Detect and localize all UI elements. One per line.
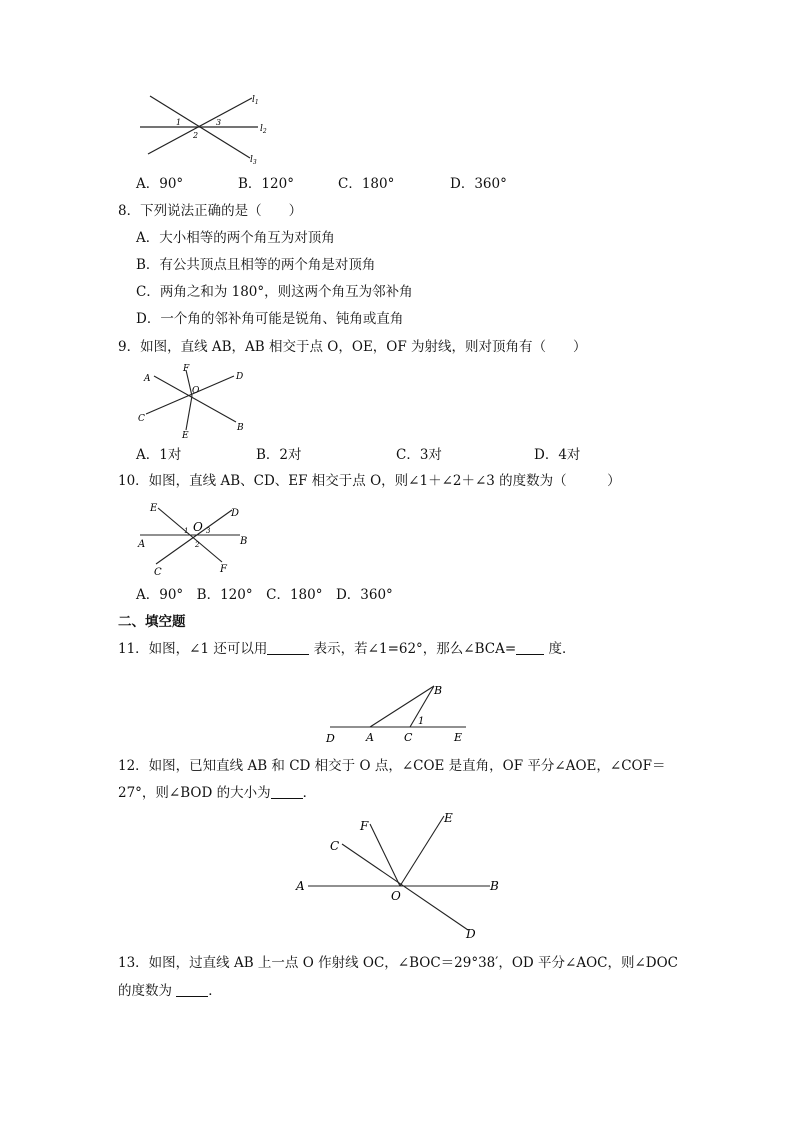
label-e: E [444, 811, 453, 825]
angle-1-label: 1 [418, 716, 425, 727]
q9-stem: 9．如图，直线 AB，AB 相交于点 O，OE，OF 为射线，则对顶角有（ ） [118, 339, 587, 355]
label-d: D [466, 927, 476, 941]
q12-stem-line1: 12．如图，已知直线 AB 和 CD 相交于 O 点，∠COE 是直角，OF 平分∠AOE，∠COF＝ [118, 758, 666, 774]
q9-option-d[interactable]: D．4对 [534, 447, 581, 463]
label-b: B [434, 684, 443, 697]
label-c: C [154, 567, 162, 578]
q8-option-b[interactable]: B．有公共顶点且相等的两个角是对顶角 [136, 257, 376, 273]
section-fill-in-blank: 二、填空题 [118, 614, 186, 630]
label-e: E [150, 503, 158, 514]
label-b: B [490, 879, 499, 893]
line-cd [156, 510, 232, 564]
label-f: F [183, 364, 190, 374]
ray-oe [400, 816, 444, 886]
q9-figure [136, 364, 248, 440]
label-l2: $l_2$ [260, 124, 267, 135]
angle-2-label: 2 [195, 541, 200, 549]
q11-stem: 11．如图，∠1 还可以用 表示，若∠1=62°，那么∠BCA= 度． [118, 641, 576, 657]
q7-option-a[interactable]: A．90° [136, 176, 184, 192]
q7-option-b[interactable]: B．120° [238, 176, 294, 192]
label-a: A [366, 731, 374, 744]
label-d: D [231, 508, 240, 519]
line-ab [154, 376, 236, 422]
label-a: A [144, 374, 151, 384]
label-o: O [193, 520, 203, 534]
q13-stem-line1: 13．如图，过直线 AB 上一点 O 作射线 OC，∠BOC＝29°38′，OD 平分∠AOC，则∠DOC [118, 955, 678, 971]
line-l1 [148, 98, 252, 154]
q9-option-b[interactable]: B．2对 [256, 447, 302, 463]
q7-figure [136, 92, 276, 170]
label-d: D [236, 372, 244, 382]
ray-oe [186, 396, 192, 430]
q7-option-c[interactable]: C．180° [338, 176, 395, 192]
q8-option-a[interactable]: A．大小相等的两个角互为对顶角 [136, 230, 335, 246]
q7-option-d[interactable]: D．360° [450, 176, 507, 192]
q12-figure [294, 810, 506, 944]
q13-blank[interactable] [176, 982, 208, 997]
q12-stem-line2: 27°，则∠BOD 的大小为 ． [118, 785, 317, 801]
angle-3-label: 3 [206, 527, 211, 535]
label-c: C [330, 839, 340, 853]
label-e: E [182, 431, 189, 441]
q9-option-c[interactable]: C．3对 [396, 447, 442, 463]
angle-1-label: 1 [176, 118, 182, 127]
label-d: D [326, 732, 335, 745]
segment-ab [370, 686, 434, 727]
label-f: F [220, 564, 227, 575]
label-o: O [192, 386, 200, 396]
q12-blank[interactable] [271, 784, 303, 799]
label-a: A [296, 879, 305, 893]
label-l3: $l_3$ [250, 155, 257, 166]
label-c: C [138, 414, 145, 424]
line-cd [342, 844, 468, 930]
label-f: F [360, 819, 369, 833]
q8-stem: 8．下列说法正确的是（ ） [118, 203, 303, 219]
label-o: O [391, 889, 401, 903]
q11-blank-2[interactable] [516, 640, 544, 655]
q11-blank-1[interactable] [267, 640, 309, 655]
label-e: E [454, 731, 463, 744]
label-b: B [237, 423, 244, 433]
angle-2-label: 2 [193, 131, 199, 140]
label-b: B [240, 536, 248, 547]
angle-1-label: 1 [184, 527, 189, 535]
q11-figure [322, 676, 472, 746]
q13-stem-line2: 的度数为 ． [118, 983, 222, 999]
q10-stem: 10．如图，直线 AB、CD、EF 相交于点 O，则∠1＋∠2＋∠3 的度数为（ ） [118, 473, 621, 489]
q8-option-c[interactable]: C．两角之和为 180°，则这两个角互为邻补角 [136, 284, 413, 300]
label-a: A [138, 539, 146, 550]
label-l1: $l_1$ [252, 95, 259, 106]
ray-of [370, 824, 400, 886]
q10-options[interactable]: A．90° B．120° C．180° D．360° [136, 587, 393, 603]
q8-option-d[interactable]: D．一个角的邻补角可能是锐角、钝角或直角 [136, 311, 404, 327]
q9-option-a[interactable]: A．1对 [136, 447, 182, 463]
angle-3-label: 3 [216, 118, 222, 127]
q10-figure [136, 498, 256, 578]
label-c: C [404, 731, 413, 744]
